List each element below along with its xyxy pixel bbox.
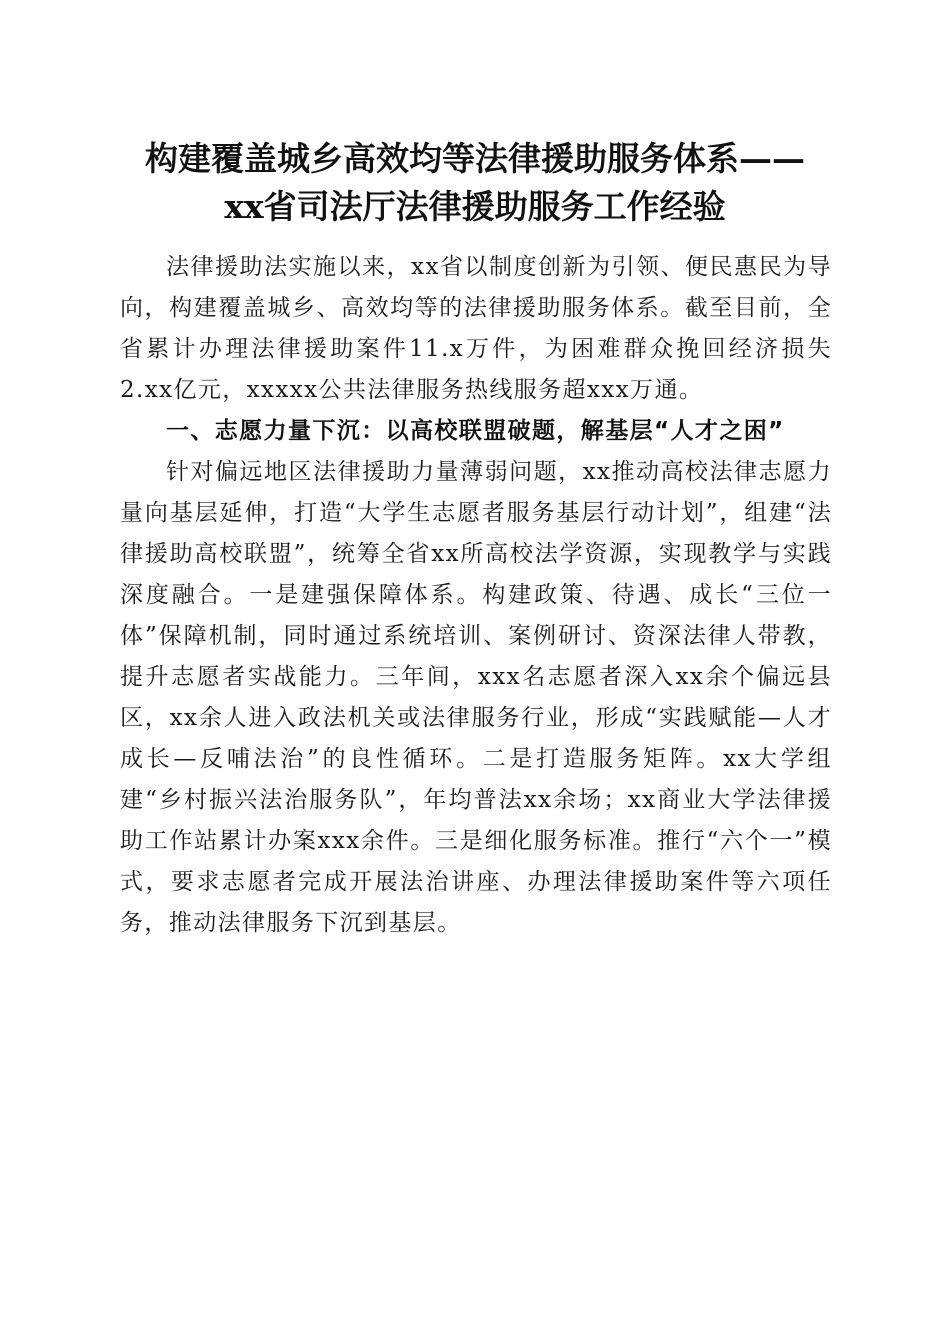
section-paragraph: 针对偏远地区法律援助力量薄弱问题，xx推动高校法律志愿力量向基层延伸，打造“大学生志愿者服务基层行动计划”，组建“法律援助高校联盟”，统筹全省xx所高校法学资源，实现教学与实践深度融合。一是建强保障体系。构建政策、待遇、成长“三位一体”保障机制，同时通过系统培训、案例研讨、资深法律人带教，提升志愿者实战能力。三年间，xxx名志愿者深入xx余个偏远县区，xx余人进入政法机关或法律服务行业，形成“实践赋能—人才成长—反哺法治”的良性循环。二是打造服务矩阵。xx大学组建“乡村振兴法治服务队”，年均普法xx余场；xx商业大学法律援助工作站累计办案xxx余件。三是细化服务标准。推行“六个一”模式，要求志愿者完成开展法治讲座、办理法律援助案件等六项任务，推动法律服务下沉到基层。: [120, 459, 832, 936]
intro-paragraph: 法律援助法实施以来，xx省以制度创新为引领、便民惠民为导向，构建覆盖城乡、高效均等的法律援助服务体系。截至目前，全省累计办理法律援助案件11.x万件，为困难群众挽回经济损失2.xx亿元，xxxxx公共法律服务热线服务超xxx万通。: [120, 254, 832, 403]
section-heading: 一、志愿力量下沉：以高校联盟破题，解基层“人才之困”: [166, 418, 785, 444]
document-body: [120, 247, 832, 944]
document-title-line-1: 构建覆盖城乡高效均等法律援助服务体系——: [145, 139, 805, 178]
document-title-line-2: xx省司法厅法律援助服务工作经验: [224, 187, 726, 226]
